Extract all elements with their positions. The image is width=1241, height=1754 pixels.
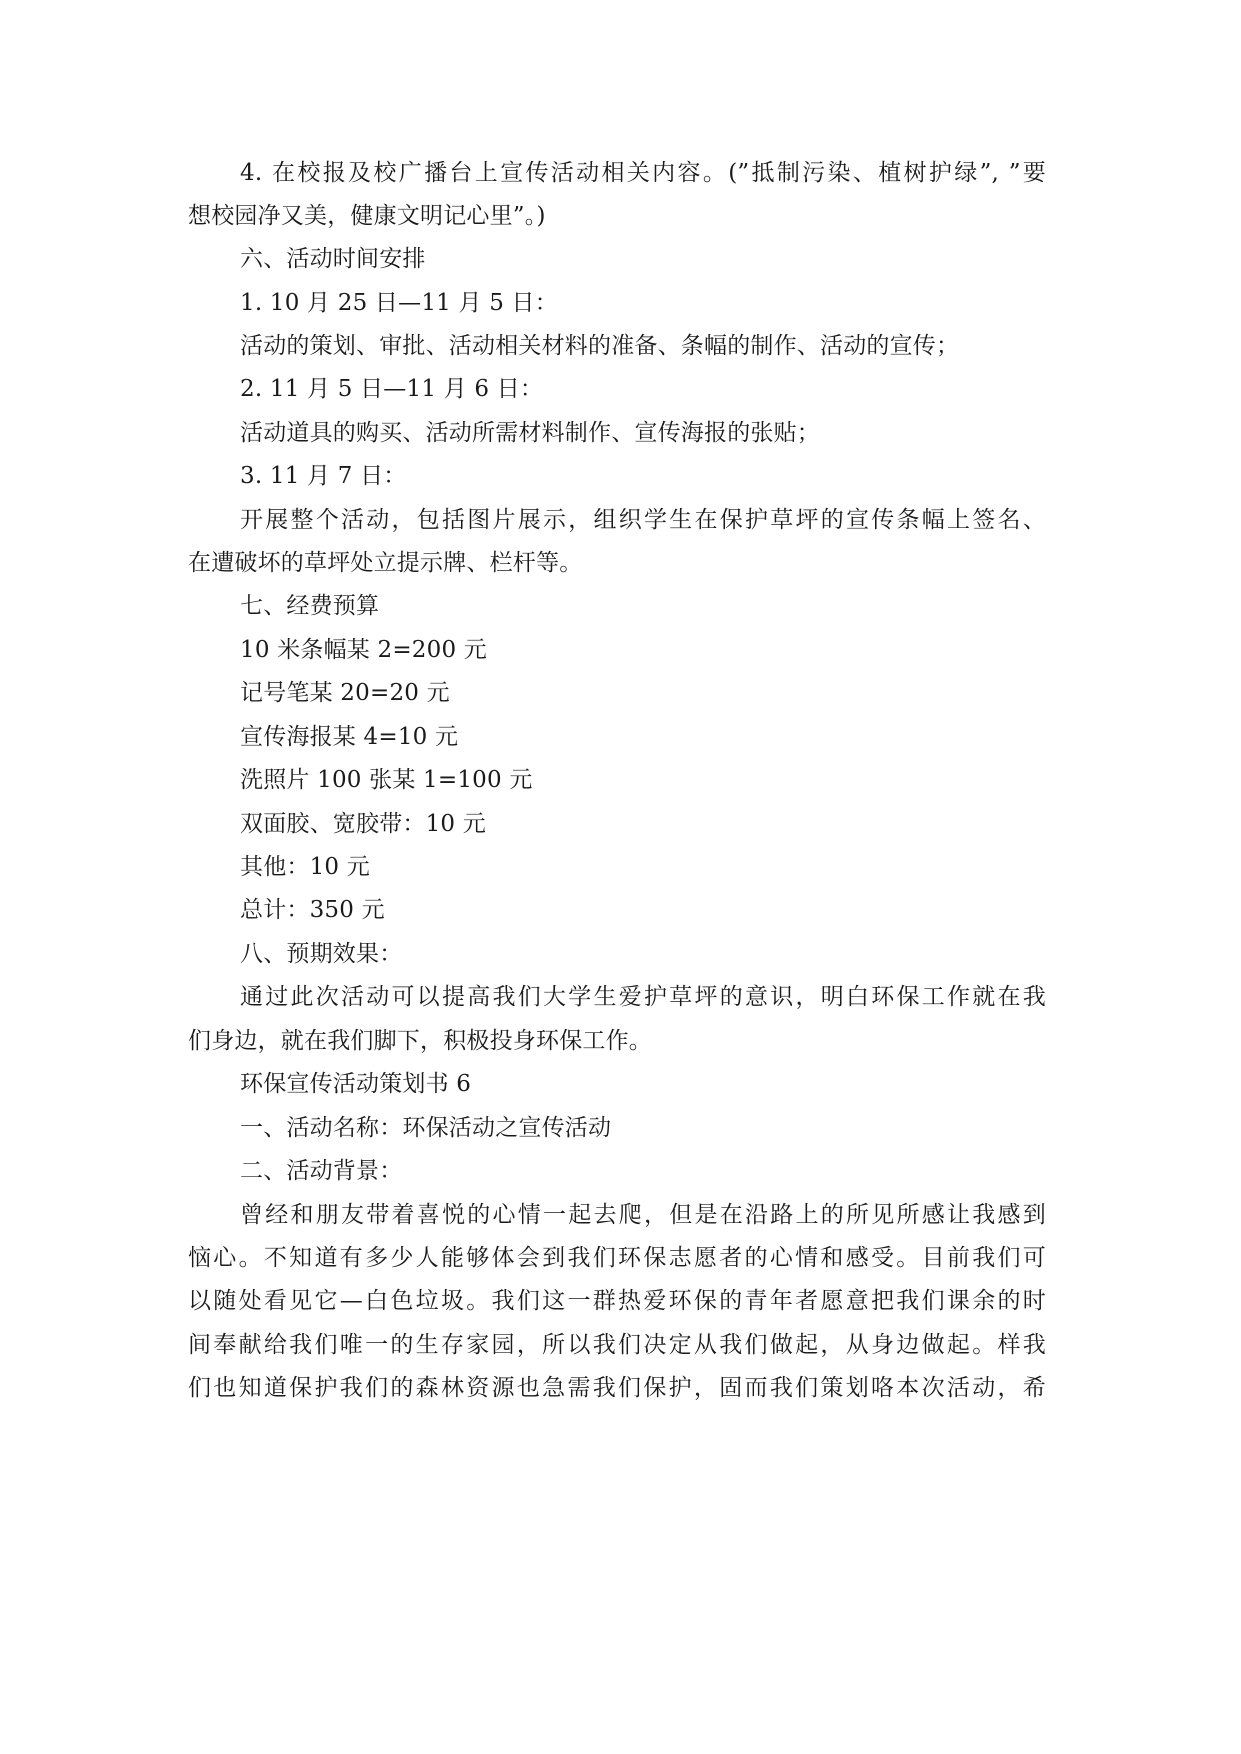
budget-item: 宣传海报某 4=10 元 xyxy=(240,724,459,750)
section-heading: 六、活动时间安排 xyxy=(240,246,426,272)
list-item: 1. 10 月 25 日—11 月 5 日： xyxy=(240,290,558,316)
section-heading: 一、活动名称：环保活动之宣传活动 xyxy=(240,1115,612,1141)
section-heading: 七、经费预算 xyxy=(240,593,380,619)
budget-item: 其他：10 元 xyxy=(240,854,370,880)
paragraph-line: 曾经和朋友带着喜悦的心情一起去爬，但是在沿路上的所见所感让我感到 xyxy=(240,1202,1046,1228)
paragraph-line: 想校园净又美，健康文明记心里”。) xyxy=(188,203,546,229)
budget-item: 双面胶、宽胶带：10 元 xyxy=(240,811,486,837)
paragraph-line: 恼心。不知道有多少人能够体会到我们环保志愿者的心情和感受。目前我们可 xyxy=(188,1245,1046,1271)
paragraph-line: 以随处看见它—白色垃圾。我们这一群热爱环保的青年者愿意把我们课余的时 xyxy=(188,1288,1046,1314)
paragraph-line: 活动的策划、审批、活动相关材料的准备、条幅的制作、活动的宣传； xyxy=(240,333,960,359)
paragraph-line: 活动道具的购买、活动所需材料制作、宣传海报的张贴； xyxy=(240,420,820,446)
budget-item: 10 米条幅某 2=200 元 xyxy=(240,637,488,663)
document-title: 环保宣传活动策划书 6 xyxy=(240,1071,472,1097)
budget-item: 洗照片 100 张某 1=100 元 xyxy=(240,767,533,793)
paragraph-line: 们身边，就在我们脚下，积极投身环保工作。 xyxy=(188,1028,652,1054)
section-heading: 八、预期效果： xyxy=(240,941,403,967)
section-heading: 二、活动背景： xyxy=(240,1158,403,1184)
paragraph-line: 间奉献给我们唯一的生存家园，所以我们决定从我们做起，从身边做起。样我 xyxy=(188,1332,1046,1358)
paragraph-line: 开展整个活动，包括图片展示，组织学生在保护草坪的宣传条幅上签名、 xyxy=(240,507,1046,533)
paragraph-line: 在遭破坏的草坪处立提示牌、栏杆等。 xyxy=(188,550,583,576)
list-item: 2. 11 月 5 日—11 月 6 日： xyxy=(240,376,544,402)
paragraph-line: 们也知道保护我们的森林资源也急需我们保护，固而我们策划咯本次活动，希 xyxy=(188,1375,1046,1401)
paragraph-line: 通过此次活动可以提高我们大学生爱护草坪的意识，明白环保工作就在我 xyxy=(240,984,1046,1010)
budget-item: 记号笔某 20=20 元 xyxy=(240,680,450,706)
paragraph-line: 4. 在校报及校广播台上宣传活动相关内容。(”抵制污染、植树护绿”, ”要 xyxy=(240,160,1046,186)
budget-total: 总计：350 元 xyxy=(240,897,385,923)
list-item: 3. 11 月 7 日： xyxy=(240,463,407,489)
